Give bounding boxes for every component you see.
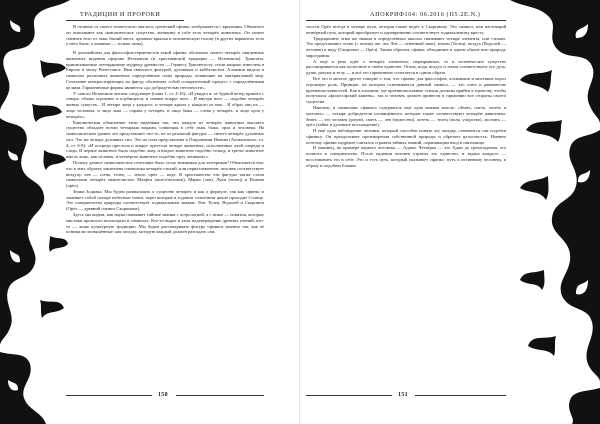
- paragraph: И ещё одно наблюдение: человек, который способен понять эту загадку, становится сам подобен сфинксу. Он преодолевает противоречия собственной природы и обретает целостность. Именно поэтому сфинкс издревле считался стражем тайных знаний, охраняющим вход в святилище.: [306, 128, 506, 145]
- tribal-ornament-icon: [0, 0, 70, 424]
- paragraph: Всё это и многое другое говорит о том, что сфинкс для философов, алхимиков и мистиков играл огромную роль. Принцип, на котором основывается данный символ, — это союз и равновесие противоположностей. Как в алхимии, где противоположные стихии должны прийти к единству, чтобы получился «философский камень», так и человек должен привести в гармонию все стороны своего существа.: [306, 76, 506, 105]
- right-page: [300, 0, 600, 424]
- paragraph: Почему данное символическое сочетание было столь значимым для эзотериков? Объясняется тем, что в этих образах заключена символика четырёх стихий, или первоэлементов: человек соответствует воздуху, лев — огню, телец — земле, орёл — воде. В христианстве эти фигуры также стали символами четырёх евангелистов: Матфея (ангел/человек), Марка (лев), Луки (телец) и Иоанна (орёл).: [66, 159, 264, 189]
- page-number: 150: [158, 392, 168, 398]
- paragraph: Здесь мы видим, как наука связывает тайные знания с астрологией, а с ними — понятия, которые мистики прошлого воплощали в символах. Кто-то видит в этом подтверждение древних учений, кто-то — лишь культурную традицию. Мы будем рассматривать фигуру сфинкса именно так, как её понимали посвящённые: как загадку, которую каждый должен разгадать сам.: [66, 212, 264, 235]
- paragraph: Каноническая объяснение этим видениям так, что каждое из четырёх животных высшего существа обладает всеми четырьмя видами, совмещая в себе льва, быка, орла и человека. На символическом уровне это представляет что-то, не от реальной фигуры — синтез четырёх духовных сил. Это же четыре духовных сил. Это их сила представлена в Откровении Иоанна (Апокалипсис, гл. 4, ст. 6-8): «И посреди престола и вокруг престола четыре животных, исполненных очей спереди и сзади. И первое животное было подобно льву, и второе животное подобно тельцу, и третье животное имело лицо, как человек, и четвёртое животное подобно орлу летящему».: [66, 119, 264, 160]
- paragraph: И наконец, на примере первого человека — Адама. Четвёрка — это Адам до грехопадения, его полнота и совершенство. После падения человек утратил это единство, и задача каждого — восстановить его в себе. Это и есть путь, который указывает сфинкс: путь к истинному человеку, к образу и подобию Божию.: [306, 145, 506, 168]
- running-head: ТРАДИЦИИ И ПРОРОКИ: [80, 11, 161, 18]
- paragraph: В дальнейшем для философов-герметистов такой сфинкс обозначал синтез четырёх священных животных видения пророка Иезекииля (в христианской традиции — Иезекииль). Трактаты, приписываемые легендарному мудрецу древности — Гермесу Трисмегисту, стали широко известны в Европе в эпоху Ренессанса. Имя связалось фигурой, духовным и каббалистом. Алхимия видела в символах различных животных определённые силы природы, влияющие на материальный мир. Сочетание контрастирующих их фигур обозначает собой созидательный процесс с определёнными целями. Гармоничные формы являются «до добродетелью неточности».: [66, 50, 264, 90]
- footer-rule: [176, 395, 264, 396]
- body-text: [306, 24, 506, 169]
- paragraph: Традиционно этим же знаком в определённых школах связывают четыре элемента, или стихии. Это представляют огонь (с потому же, что Лев — огненный знак), землю (Телец), воздух (Водолей — человек) и воду (Скорпион — Орёл). Таким образом, сфинкс объединяет в одном образе всю природу мироздания.: [306, 35, 506, 58]
- footer-rule: [306, 395, 392, 396]
- paragraph: У самого Иезекииля читаем следующее (глава 1, ст. 4-10): «И увидел я: от бурной ветер пришёл с севера, облако огромное и клубящееся, и сияние вокруг него... И внутри него — подобие четырёх живых существ... И четыре лица у каждого, и четыре крыла у каждого из них... И образ лиц их — лицо человека, и лицо льва — справа у четырёх, и лицо быка — слева у четырёх, и лицо орла у четырёх».: [66, 90, 264, 119]
- paragraph: Знаки Зодиака. Мы будем размышлять о существе четырёх и как о формуле, так как сфинкс и заменяет собой четыре небесные точки, через которые в годовом солнечном цикле проходит Солнце. Это совершенство природы соответствует зодиакальным знакам: Лев, Телец, Водолей и Скорпион (Орёл — древний символ Скорпиона).: [66, 188, 264, 212]
- body-text: [66, 24, 264, 235]
- paragraph: А ещё и речь идёт о четырёх элементах, неразрывных, то и человеческое существо рассматривается как целостное в своём единстве. Огонь, вода, воздух и земля соответствуют его духу, душе, разуму и телу — и всё это гармонично сочетается в одном образе.: [306, 58, 506, 76]
- paragraph: Наконец, в символике сфинкса содержится ещё одна важная мысль: «Знать, сметь, хотеть и молчать» — четыре добродетели посвящённого, которые также соответствуют четырём животным. Знать — это человек (разум), сметь — лев (мужество), хотеть — телец (воля, упорство), молчать — орёл (тайна и духовное восхождение).: [306, 104, 506, 128]
- header-rule: [66, 20, 184, 21]
- running-head: АПОКРИФ104: 06.2016 (II5.2E.N.): [370, 11, 481, 18]
- paragraph: В отличие от своего египетского аналога, греческий сфинкс изображается с крыльями. Обычного он описывают как симпатическое существо, женщину в собе тело четырёх животных. Он может сменить тело от льва, бычий хвост, орлиные крылья и человеческую голову (в других вариантах тело у него быче, а львиные — только лапы).: [66, 24, 264, 47]
- footer-rule: [66, 395, 152, 396]
- paragraph: сности Орёл всегда в четыре пути, которая также ведёт к Скорпиону. Это символ, или настоящий четвёртый путь, который преобразует и одновременно соответствует зодиакальному кресту.: [306, 24, 506, 35]
- tribal-ornament-icon: [510, 0, 600, 424]
- header-rule: [306, 20, 506, 21]
- page-number: 151: [398, 392, 408, 398]
- footer-rule: [415, 395, 506, 396]
